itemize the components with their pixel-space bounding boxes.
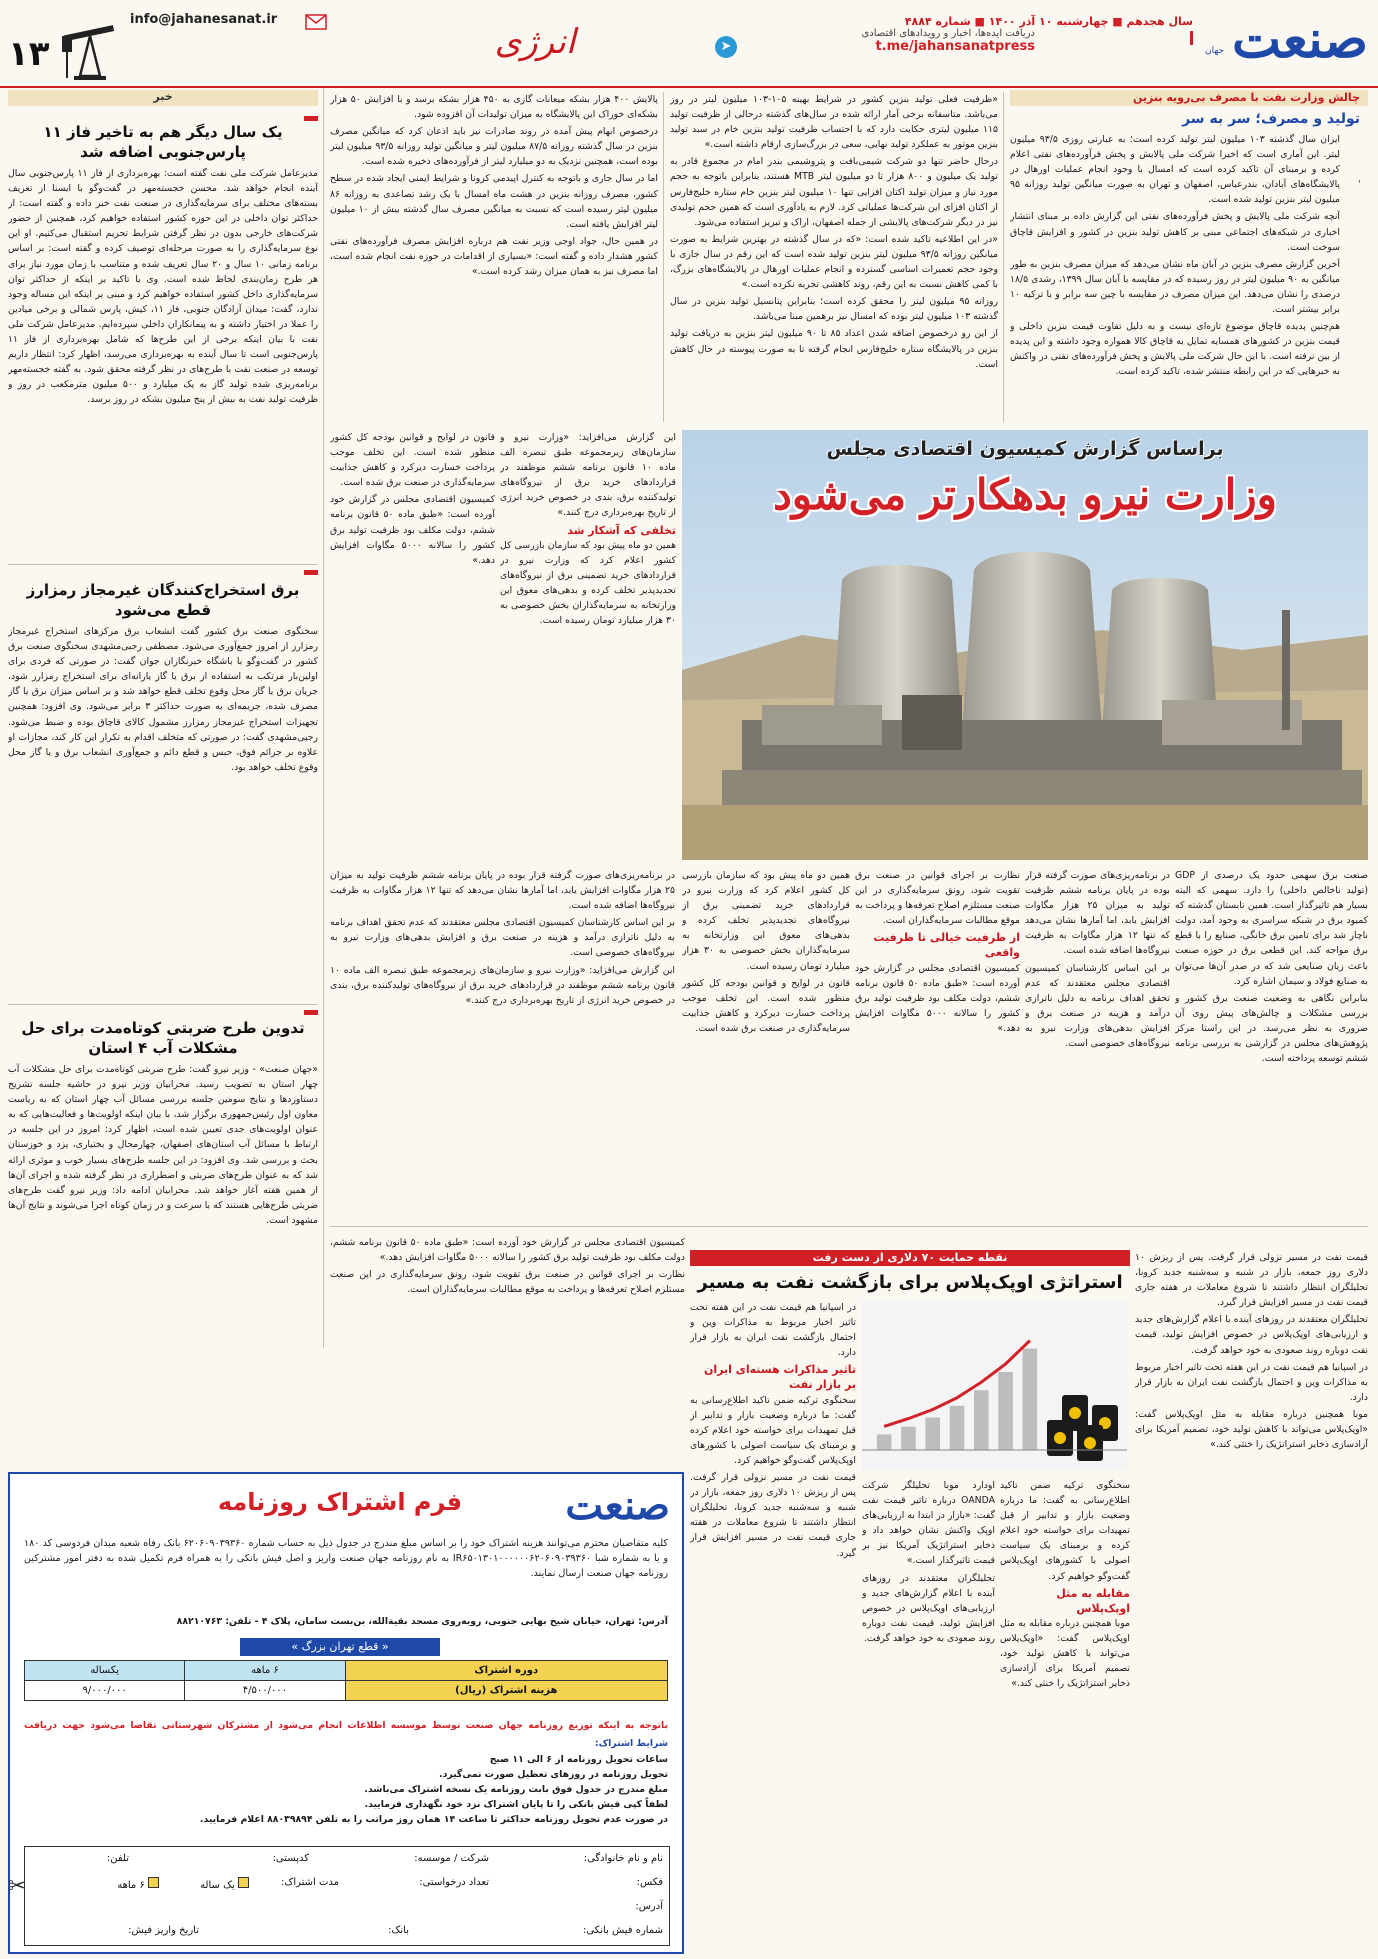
feature-title: وزارت نیرو بدهکارتر می‌شود xyxy=(773,470,1277,519)
logo-subtext: جهان xyxy=(1205,46,1225,56)
oil-barrel-icon xyxy=(1077,1425,1103,1461)
telegram-icon: ➤ xyxy=(715,36,737,58)
option-six-month: ۶ ماهه xyxy=(117,1880,145,1891)
column-rule xyxy=(1003,92,1004,422)
opec-title: استراتژی اوپک‌پلاس برای بازگشت نفت به مسیر xyxy=(697,1272,1123,1293)
side-article-title: برق استخراج‌کنندگان غیرمجاز رمزارز قطع می‌شود xyxy=(26,581,300,619)
form-zone-label: « قطع تهران بزرگ » xyxy=(240,1638,440,1656)
contact-email[interactable]: info@jahanesanat.ir xyxy=(130,12,278,27)
form-title: فرم اشتراک روزنامه xyxy=(217,1488,463,1516)
feature-paragraph: قانون در لوایح و قوانین بودجه کل کشور منظور شده است. این تخلف موجب پرداخت خسارت دیرکرد و کاهش جذابیت سرمایه‌گذاری در صنعت برق شده است. xyxy=(682,977,850,1034)
issue-number: شماره ۴۸۸۴ xyxy=(904,15,971,28)
opec-paragraph: قیمت نفت در مسیر نزولی قرار گرفت. پس از ریزش ۱۰ دلاری روز جمعه، بازار در شنبه و سه‌شنبه جدید کرونا، تحلیلگران انتظار داشتند تا شروع معاملات در هفته جاری قیمت نفت در مسیر افزایش قرار گیرد. xyxy=(1135,1252,1368,1309)
field-receipt-number[interactable]: شماره فیش بانکی: xyxy=(582,1925,663,1936)
field-address[interactable]: آدرس: xyxy=(635,1901,663,1912)
opec-col-1 xyxy=(1135,1250,1368,1950)
feature-paragraph: در برنامه‌ریزی‌های صورت گرفته قرار بوده در پایان برنامه ششم ظرفیت تولید به میزان ۲۵ هزار مگاوات افزایش یابد، اما آمارها نشان می‌دهد که تنها ۱۲ هزار مگاوات به ظرفیت نیروگاه‌ها اضافه شده است. xyxy=(330,870,675,912)
feature-paragraph: همین دو ماه پیش بود که سازمان بازرسی کل کشور اعلام کرد که وزارت نیرو در قراردادهای خرید تضمینی برق از نیروگاه‌های تجدیدپذیر تخلف کرده و بدهی‌های معوق این وزارتخانه به سرمایه‌گذاران بخش خصوصی به ۳۰ هزار میلیارد تومان رسیده است. xyxy=(682,870,850,972)
field-bank[interactable]: بانک: xyxy=(388,1925,409,1936)
lead-paragraph: در همین حال، جواد اوجی وزیر نفت هم درباره افزایش مصرف فرآورده‌های نفتی کشور هشدار داده و گفته است: «بسیاری از اقدامات در حوزه نفت انجام شده است، اما مصرف نیز به همان میزان رشد کرده است.» xyxy=(330,235,658,278)
page-header xyxy=(0,0,1378,88)
side-rule xyxy=(8,564,318,565)
year-label: سال هجدهم xyxy=(1126,15,1193,28)
lead-paragraph: از این رو درخصوص اضافه شدن اعداد ۸۵ تا ۹۰ میلیون لیتر بنزین به دریافت تولید بنزین در پالایشگاه ستاره خلیج‌فارس انجام گرفته تا به صورت پیوسته در حال کاهش است. xyxy=(670,328,998,370)
field-phone[interactable]: تلفن: xyxy=(106,1853,129,1864)
feature-col-5 xyxy=(500,430,676,860)
form-intro: کلیه متقاضیان محترم می‌توانند هزینه اشتراک خود را بر اساس مبلغ مندرج در جدول ذیل به حساب شماره ۶۲۰۶۰۹۰۳۹۳۶۰ بانک رفاه شعبه میدان فردوسی کد ۱۸۰ و یا به شماره شبا IR۶۵۰۱۳۰۱۰۰۰۰۰۰۶۲۰۶۰۹۰۳۹۳۶۰ به نام روزنامه جهان صنعت واریز و اصل فیش بانکی را به همراه فرم تکمیل شده به دفتر امور مشترکین روزنامه جهان صنعت ارسال نمایند. xyxy=(24,1538,668,1580)
opec-paragraph: سخنگوی ترکیه ضمن تاکید اطلاع‌رسانی به گفت: ما درباره وضعیت بازار و تدابیر از قبل تمهیدات برای خواسته خود اعلام کرده و برمبنای یک سیاست اصولی با کشورهای اوپک‌پلاس گفت‌وگو خواهیم کرد. xyxy=(1000,1480,1130,1582)
chart-bar xyxy=(950,1406,965,1450)
subscription-form xyxy=(8,1472,684,1954)
feature-paragraph: بر این اساس کارشناسان کمیسیون اقتصادی مجلس معتقدند که عدم تحقق اهداف برنامه به دلیل ناترازی درآمد و هزینه در صنعت برق و افزایش بدهی‌های وزارت نیرو به نیروگاه‌های خصوصی است. xyxy=(1025,962,1170,1050)
logo-text: صنعت xyxy=(1232,9,1368,70)
feature-subhead: از ظرفیت خیالی تا ظرفیت واقعی xyxy=(873,931,1020,960)
six-month-label: ۶ ماهه xyxy=(185,1661,345,1681)
opec-paragraph: تحلیلگران معتقدند در روزهای آینده با اعلام گزارش‌های جدید و ارزیابی‌های اوپک‌پلاس در خصوص افزایش تولید، قیمت نفت دوباره روند صعودی به خود خواهد گرفت. xyxy=(1135,1314,1368,1356)
field-deposit-date[interactable]: تاریخ واریز فیش: xyxy=(128,1925,199,1936)
form-address: آدرس: تهران، خیابان شیخ بهایی جنوبی، روبه‌روی مسجد بقیة‌الله، بن‌بست سامان، پلاک ۴ - تلفن: ۸۸۲۱۰۷۶۳ xyxy=(176,1616,668,1627)
red-marker xyxy=(304,570,318,575)
lead-col-2 xyxy=(670,92,998,422)
one-year-price: ۹/۰۰۰/۰۰۰ xyxy=(25,1681,185,1701)
scissors-icon: ✂ xyxy=(8,1874,27,1899)
rule-item: لطفاً کپی فیش بانکی را تا پایان اشتراک نزد خود نگهداری فرمایید. xyxy=(364,1799,668,1811)
opec-paragraph: موبا همچنین درباره مقابله به مثل اوپک‌پلاس گفت: «اوپک‌پلاس می‌تواند با کاهش تولید خود، تصمیم آمریکا برای آزادسازی ذخایر استراتژیک را خنثی کند.» xyxy=(1000,1617,1130,1690)
side-tag: ـ xyxy=(1356,180,1366,183)
field-duration[interactable]: مدت اشتراک: xyxy=(281,1877,339,1888)
chart-bar xyxy=(1023,1349,1038,1450)
lead-paragraph: «در این اطلاعیه تاکید شده است: «که در سال گذشته در بهترین شرایط به صورت میانگین روزانه ۹۳/۵ میلیون لیتر بنزین تولید شده است که این رقم در سال جاری با وجود حجم تعمیرات اساسی گسترده و انجام عملیات اورهال در پالایشگاه‌های بزرگ، با کمی کاهش نسبت به این رقم، روند کاهشی تجربه نکرده است.» xyxy=(670,233,998,291)
field-postal[interactable]: کدپستی: xyxy=(272,1853,309,1864)
side-kicker: خبر xyxy=(153,90,173,103)
side-article-body: «جهان صنعت» - وزیر نیرو گفت: طرح ضربتی کوتاه‌مدت برای حل مشکلات آب چهار استان به تصویب رسید. محرابیان وزیر نیرو در حاشیه جلسه تشریح دستاوردها و نتایج سومین جلسه بررسی مسائل آب چهار استان که به ریاست معاون اول رئیس‌جمهوری برگزار شد، با بیان اینکه اولویت‌ها و فعالیت‌هایی که به عنوان اولویت‌های جدی تعیین شده است، اظهار کرد: امروز در این جلسه در ارتباط با مسائل آب استان‌های اصفهان، چهارمحال و بختیاری، یزد و خوزستان بحث و بررسی شد. وی افزود: در این جلسه طرح‌های بسیار خوب و موثری ارائه شد که به عنوان طرح‌های ضربتی و اضطراری در نظر گرفته شده و اجرای آن‌ها از همین هفته آغاز خواهد شد. محرابیان ادامه داد: وزیر نیرو گفت طرح‌های ضربتی طرح‌هایی هستند که با سرعت و در زمان کوتاه اجرا می‌شوند و نتایج آن‌ها مشهود است. xyxy=(8,1064,318,1226)
lead-paragraph: ایران سال گذشته ۱۰۳ میلیون لیتر تولید کرده است؛ به عبارتی روزی ۹۳/۵ میلیون لیتر. این آماری است که اخیرا شرکت ملی پالایش و پخش فرآورده‌های نفتی اعلام کرده و برمبنای آن تاکید کرده است که امسال با وجود انجام عملیات اورهال در پالایشگاه‌های آبادان، بندرعباس، اصفهان و تهران به صورت میانگین تولید روزانه ۹۵ میلیون لیتر بنزین تولید شده است. xyxy=(1010,134,1340,206)
checkbox-yearly[interactable] xyxy=(200,1877,249,1891)
one-year-label: یکساله xyxy=(25,1661,185,1681)
field-fax[interactable]: فکس: xyxy=(636,1877,663,1888)
opec-paragraph: موبا همچنین درباره مقابله به مثل اوپک‌پلاس گفت: «اوپک‌پلاس می‌تواند با کاهش تولید خود، تصمیم آمریکا برای آزادسازی ذخایر استراتژیک را خنثی کند.» xyxy=(1135,1408,1368,1451)
opec-col-2 xyxy=(1000,1478,1130,1948)
opec-kicker-bar xyxy=(690,1250,1130,1266)
feature-paragraph: همین دو ماه پیش بود که سازمان بازرسی کل کشور اعلام کرد که وزارت نیرو در قراردادهای خرید تضمینی برق از نیروگاه‌های تجدیدپذیر تخلف کرده و بدهی‌های معوق این وزارتخانه به سرمایه‌گذاران بخش خصوصی به ۳۰ هزار میلیارد تومان رسیده است. xyxy=(500,539,676,627)
side-article-title: یک سال دیگر هم به تاخیر فاز ۱۱ پارس‌جنوبی اضافه شد xyxy=(43,123,283,161)
field-company[interactable]: شرکت / موسسه: xyxy=(414,1853,489,1864)
feature-tail xyxy=(330,1235,685,1355)
red-marker xyxy=(304,116,318,121)
oil-barrel-chart xyxy=(862,1300,1127,1470)
section-rule xyxy=(330,1226,1368,1227)
column-rule xyxy=(663,92,664,422)
chart-bar xyxy=(974,1390,989,1450)
feature-paragraph: نظارت بر اجرای قوانین در صنعت برق تقویت شود، رونق سرمایه‌گذاری در این صنعت مستلزم اصلاح تعرفه‌ها و پرداخت به موقع مطالبات سرمایه‌گذاران است. xyxy=(855,870,1020,927)
field-name[interactable]: نام و نام خانوادگی: xyxy=(583,1853,663,1864)
feature-col-6 xyxy=(330,430,495,860)
lead-paragraph: هم‌چنین پدیده قاچاق موضوع تازه‌ای نیست و به دلیل تفاوت قیمت بنزین داخلی و قیمت بنزین در کشورهای همسایه تمایل به قاچاق کالا همواره وجود داشته و این پدیده از بین نرفته است. با این حال شرکت ملی پالایش و پخش فرآورده‌های نفتی در واکنش به خبرهایی که در این رابطه منتشر شده، تاکید کرده است. xyxy=(1010,321,1340,378)
option-yearly: یک ساله xyxy=(200,1880,235,1891)
feature-paragraph: قانون در لوایح و قوانین بودجه کل کشور منظور شده است. این تخلف موجب پرداخت خسارت دیرکرد و کاهش جذابیت سرمایه‌گذاری در صنعت برق شده است. xyxy=(330,432,495,489)
field-quantity[interactable]: تعداد درخواستی: xyxy=(419,1877,489,1888)
feature-paragraph: بنابراین نگاهی به وضعیت صنعت برق کشور و بررسی مشکلات و چالش‌های پیش روی آن ضروری به نظر می‌رسد. در این راستا مرکز پژوهش‌های مجلس در گزارشی به بررسی برنامه ششم توسعه پرداخته است. xyxy=(1175,992,1368,1065)
feature-paragraph: صنعت برق سهمی حدود یک درصدی از GDP (تولید ناخالص داخلی) را دارد. سهمی که البته بسیار هم تاثیرگذار است. همین تابستان گذشته که کمبود برق در شبکه سراسری به وجود آمد، دولت ناچار شد برای تامین برق خانگی، صنایع را با قطع برق مواجه کند. این قطعی برق در حوزه صنعت باعث زیان صنایعی شد که در صدر آن‌ها می‌توان به صنایع فولاد و سیمان اشاره کرد. xyxy=(1175,870,1368,987)
column-rule xyxy=(323,88,324,1348)
feature-subhead: تخلفی که آشکار شد xyxy=(567,523,676,537)
opec-paragraph: اودارد موبا تحلیلگر شرکت OANDA درباره تاثیر قیمت نفت گفت: «بازار در ابتدا به ارزیابی‌های اوپک واکنش نشان خواهد داد و ذخایر استراتژیک آمریکا نیز بر قیمت تاثیرگذار است.» xyxy=(862,1480,995,1567)
lead-paragraph: درحال حاضر تنها دو شرکت شیمی‌بافت و پتروشیمی بندر امام در مجموع قادر به تولید یک میلیون و ۸۰۰ هزار تا دو میلیون لیتر MTB هستند، بنابراین باتوجه به حجم مورد نیاز و میزان تولید اکتان افزایی تنها ۱۰ میلیون لیتر بنزین خام ستاره خلیج‌فارس از اکتان افزای این شرکت‌ها عملیاتی کرد. لازم به یادآوری است که همین حجم تولیدی نیز در دیگر شرکت‌های پالایشی از جمله اصفهان، اراک و تبریز استفاده می‌شود. xyxy=(670,156,998,228)
opec-subhead: مقابله به مثل اوپک‌پلاس xyxy=(1056,1586,1130,1615)
opec-kicker: نقطه حمایت ۷۰ دلاری از دست رفت xyxy=(812,1251,1008,1264)
power-plant-photo xyxy=(682,430,1368,860)
lead-paragraph: اما در سال جاری و باتوجه به کنترل اپیدمی کرونا و شرایط ایمنی ایجاد شده در سطح کشور، مصرف روزانه بنزین در هشت ماه امسال با یک رشد تصاعدی به روزانه ۸۶ میلیون لیتر رسیده است که نسبت به میانگین مصرف سال گذشته بیش از ۱۰ میلیون لیتر افزایش یافته است. xyxy=(330,173,658,230)
section-title: انرژی xyxy=(494,22,576,62)
lead-paragraph: «ظرفیت فعلی تولید بنزین کشور در شرایط بهینه ۱۰۵-۱۰۳ میلیون لیتر در روز می‌باشد. متاسفانه برخی آمار ارائه شده در سال‌های گذشته درحالی از ظرفیت تولید ۱۱۵ میلیون لیتری حکایت دارد که با احتساب ظرفیت تولید بنزین خام در سبد تولید بنزین موتور به عملکرد تولید نهایی، سعی در بزرگ‌سازی ارقام داشته است.» xyxy=(670,94,998,151)
feature-paragraph: کمیسیون اقتصادی مجلس در گزارش خود آورده است: «طبق ماده ۵۰ قانون برنامه ششم، دولت مکلف بود ظرفیت تولید برق کشور را سالانه ۵۰۰۰ مگاوات افزایش دهد.» xyxy=(330,1237,685,1264)
lead-paragraph: درخصوص ابهام پیش آمده در روند صادرات نیز باید اذعان کرد که میانگین مصرف بنزین در سال گذشته روزانه ۸۷/۵ میلیون لیتر و میانگین تولید روزانه ۹۳/۵ میلیون لیتر بوده است، همچنین نزدیک به دو میلیارد لیتر از فرآورده‌های ذخیره شده است. xyxy=(330,126,658,168)
opec-col-4 xyxy=(690,1300,856,1950)
lead-kicker-bar xyxy=(1010,90,1368,106)
oil-pumpjack-icon xyxy=(60,16,120,82)
lead-paragraph: آخرین گزارش مصرف بنزین در آبان ماه نشان می‌دهد که میزان مصرف بنزین به طور میانگین به ۹۰ میلیون لیتر در روز رسیده که در مقایسه با آبان سال ۱۳۹۹، رشدی ۱۸/۵ درصدی را نشان می‌دهد. این میزان مصرف در مقایسه با چین سه برابر و با ترکیه ۱۰ برابر بیشتر است. xyxy=(1010,258,1340,316)
feature-paragraph: بر این اساس کارشناسان کمیسیون اقتصادی مجلس معتقدند که عدم تحقق اهداف برنامه به دلیل ناترازی درآمد و هزینه در صنعت برق و افزایش بدهی‌های وزارت نیرو به نیروگاه‌های خصوصی است. xyxy=(330,917,675,959)
opec-paragraph: تحلیلگران معتقدند در روزهای آینده با اعلام گزارش‌های جدید و ارزیابی‌های اوپک‌پلاس در خصوص افزایش تولید، قیمت نفت دوباره روند صعودی به خود خواهد گرفت. xyxy=(862,1572,995,1644)
lead-paragraph: روزانه ۹۵ میلیون لیتر را محقق کرده است؛ بنابراین پتانسیل تولید بنزین در سال گذشته ۱۰۳ میلیون لیتر بوده که امسال نیز برهمین مبنا می‌باشد. xyxy=(670,296,998,323)
lead-title: تولید و مصرف؛ سر به سر xyxy=(1182,111,1360,127)
header-rule xyxy=(0,86,1378,88)
lead-col-1 xyxy=(1010,132,1340,422)
form-fields[interactable] xyxy=(24,1846,670,1946)
side-kicker-bar xyxy=(8,90,318,106)
lead-col-3 xyxy=(330,92,658,422)
opec-paragraph: در اسپانیا هم قیمت نفت در این هفته تحت تاثیر اخبار مربوط به مذاکرات وین و احتمال بازگشت نفت ایران به بازار قرار دارد. xyxy=(1135,1361,1368,1403)
feature-paragraph: این گزارش می‌افزاید: «وزارت نیرو و سازمان‌های زیرمجموعه طبق تبصره الف ماده ۱۰ قانون برنامه ششم موظفند در قراردادهای خرید برق از نیروگاه‌های تولیدکننده برق، بندی در خصوص خرید انرژی از تاریخ بهره‌برداری درج کنند.» xyxy=(500,432,676,519)
opec-paragraph: قیمت نفت در مسیر نزولی قرار گرفت. پس از ریزش ۱۰ دلاری روز جمعه، بازار در شنبه و سه‌شنبه جدید کرونا، تحلیلگران انتظار داشتند تا شروع معاملات در هفته جاری قیمت نفت در مسیر افزایش قرار گیرد. xyxy=(690,1472,856,1559)
opec-paragraph: سخنگوی ترکیه ضمن تاکید اطلاع‌رسانی به گفت: ما درباره وضعیت بازار و تدابیر از قبل تمهیدات برای خواسته خود اعلام کرده و برمبنای یک سیاست اصولی با کشورهای اوپک‌پلاس گفت‌وگو خواهیم کرد. xyxy=(690,1394,856,1466)
feature-paragraph: نظارت بر اجرای قوانین در صنعت برق تقویت شود، رونق سرمایه‌گذاری در این صنعت مستلزم اصلاح تعرفه‌ها و پرداخت به موقع مطالبات سرمایه‌گذاران است. xyxy=(330,1269,685,1296)
chart-bar xyxy=(998,1372,1013,1450)
feature-paragraph: کمیسیون اقتصادی مجلس در گزارش خود آورده است: «طبق ماده ۵۰ قانون برنامه ششم، دولت مکلف بود ظرفیت تولید برق کشور را سالانه ۵۰۰۰ مگاوات افزایش دهد.» xyxy=(855,962,1020,1034)
feature-paragraph: کمیسیون اقتصادی مجلس در گزارش خود آورده است: «طبق ماده ۵۰ قانون برنامه ششم، دولت مکلف بود ظرفیت تولید برق کشور را سالانه ۵۰۰۰ مگاوات افزایش دهد.» xyxy=(330,494,495,566)
telegram-link[interactable]: t.me/jahansanatpress xyxy=(875,39,1035,54)
telegram-promo[interactable] xyxy=(720,28,1035,54)
feature-kicker: براساس گزارش کمیسیون اقتصادی مجلس xyxy=(826,438,1224,460)
rule-item: مبلغ مندرج در جدول فوق بابت روزنامه یک نسخه اشتراک می‌باشد. xyxy=(364,1784,668,1796)
lead-paragraph: پالایش ۴۰۰ هزار بشکه میعانات گازی به ۴۵۰ هزار بشکه برسد و با افزایش ۵۰ هزار بشکه‌ای خوراک این پالایشگاه به میزان تولیدات آن افزوده شود. xyxy=(330,94,658,121)
rule-item: ساعات تحویل روزنامه از ۶ الی ۱۱ صبح xyxy=(489,1754,668,1765)
feature-paragraph: این گزارش می‌افزاید: «وزارت نیرو و سازمان‌های زیرمجموعه طبق تبصره الف ماده ۱۰ قانون برنامه ششم موظفند در قراردادهای خرید برق از نیروگاه‌های تولیدکننده برق، بندی در خصوص خرید انرژی از تاریخ بهره‌برداری درج کنند.» xyxy=(330,964,675,1006)
form-note: باتوجه به اینکه توزیع روزنامه جهان صنعت توسط موسسه اطلاعات انجام می‌شود از مشترکان شهرستانی تقاضا می‌شود جهت دریافت xyxy=(24,1720,668,1731)
opec-col-3 xyxy=(862,1478,995,1948)
rules-list xyxy=(24,1752,668,1842)
price-table xyxy=(24,1660,668,1701)
rule-item: تحویل روزنامه در روزهای تعطیل صورت نمی‌گیرد. xyxy=(439,1769,668,1781)
feature-paragraph: در برنامه‌ریزی‌های صورت گرفته قرار بوده در پایان برنامه ششم ظرفیت تولید به میزان ۲۵ هزار مگاوات افزایش یابد، اما آمارها نشان می‌دهد که تنها ۱۲ هزار مگاوات به ظرفیت نیروگاه‌ها اضافه شده است. xyxy=(1025,870,1170,957)
lead-paragraph: آنچه شرکت ملی پالایش و پخش فرآورده‌های نفتی این گزارش داده بر مبنای انتشار اخباری در شبکه‌های اجتماعی مبنی بر کاهش تولید بنزین در کشور و افزایش قاچاق سوخت است. xyxy=(1010,211,1340,253)
rule-item: در صورت عدم تحویل روزنامه حداکثر تا ساعت ۱۴ همان روز مراتب را به تلفن ۸۸۰۳۹۸۹۴ اعلام فرمایید. xyxy=(199,1814,668,1826)
lead-kicker: چالش وزارت نفت با مصرف بی‌رویه بنزین xyxy=(1133,91,1360,104)
checkbox-six-month[interactable] xyxy=(117,1877,159,1891)
side-article-title: تدوین طرح ضربتی کوتاه‌مدت برای حل مشکلات آب ۴ استان xyxy=(21,1019,305,1057)
side-article-body: مدیرعامل شرکت ملی نفت گفته است: بهره‌برداری از فاز ۱۱ پارس‌جنوبی سال آینده انجام خواهد شد. محسن خجسته‌مهر در گفت‌وگو با ایسنا از تعریف بسته‌های مختلف برای سرمایه‌گذاری در صنعت نفت خبر داده و گفته است: از حداکثر توان داخلی در این حوزه کشور استفاده خواهیم کرد، همچنین از حضور شرکت‌های خارجی بدون در نظر گرفتن شرایط تحریم استقبال می‌کنیم. او این نوع سرمایه‌گذاری را به صورت مرحله‌ای توصیف کرده و گفته است: بر اساس برنامه زمانی ۱۰ سال و ۲۰ سال تعریف شده و متناسب با زمان مورد نیاز برای هر طرح زمان‌بندی لحاظ شده است. وی با تاکید بر اینکه از حداکثر توان سرمایه‌گذاری داخل کشور استفاده خواهیم کرد و مبنی بر اینکه این مساله وجود ندارد، گفت: میدان آزادگان جنوبی، فاز ۱۱، کیش، پارس شمالی و برخی میادین را عملا در اختیار داشته و به پیمانکاران داخلی سپرده‌ایم. مدیرعامل شرکت ملی نفت با بیان اینکه برخی از این طرح‌ها که شامل بهره‌برداری از فاز ۱۱ پارس‌جنوبی است تا سال آینده به بهره‌برداری می‌رسد، اظهار کرد: انتظار داریم توسعه در صنعت نفت با طرح‌های در نظر گرفته محقق شود. به گفته خجسته‌مهر برنامه‌ریزی شده تولید گاز به یک میلیارد و ۵۰۰ میلیون مترمکعب در روز و ظرفیت تولید نفت به بیش از پنج میلیون بشکه در روز برسد. xyxy=(8,168,318,406)
oil-barrel-icon xyxy=(1047,1420,1073,1456)
opec-paragraph: در اسپانیا هم قیمت نفت در این هفته تحت تاثیر اخبار مربوط به مذاکرات وین و احتمال بازگشت نفت ایران به بازار قرار دارد. xyxy=(690,1302,856,1359)
col-cost: هزینه اشتراک (ریال) xyxy=(345,1681,667,1701)
side-article-body: سخنگوی صنعت برق کشور گفت انشعاب برق مرکزهای استخراج غیرمجاز رمزارز از امروز جمع‌آوری می‌شود. مصطفی رجبی‌مشهدی سخنگوی صنعت برق کشور در گفت‌وگو با باشگاه خبرنگاران جوان گفت: در صورتی که فردی برای اولین‌بار مرتکب به استفاده از برق یا گاز یارانه‌ای برای استخراج رمزارز شود، جریان برق یا گاز محل وقوع تخلف قطع خواهد شد و بر اساس میزان برق یا گاز مصرف شده، جریمه‌ای به صورت حداکثر ۳ برابر می‌شود. وی افزود: همچنین تجهیزات استخراج غیرمجاز رمزارز مشمول کالای قاچاق بوده و ضبط می‌شود. رجبی‌مشهدی گفت: در صورتی که متخلف اقدام به تکرار این کار کند، مجازات او علاوه بر جرائم فوق، حبس و قطع دائم و جمع‌آوری انشعاب برق و یا گاز محل وقوع تخلف خواهد بود. xyxy=(8,626,318,773)
side-rule xyxy=(8,1004,318,1005)
six-month-price: ۴/۵۰۰/۰۰۰ xyxy=(185,1681,345,1701)
email-icon xyxy=(305,12,327,30)
chart-bar xyxy=(901,1427,916,1450)
chart-bar xyxy=(925,1418,940,1451)
opec-subhead: تاثیر مذاکرات هسته‌ای ایران بر بازار نفت xyxy=(704,1363,856,1392)
form-logo: صنعت xyxy=(565,1482,670,1529)
newspaper-logo xyxy=(1203,10,1368,76)
chart-bar xyxy=(877,1434,892,1450)
header-divider xyxy=(1190,31,1193,45)
feature-col-7 xyxy=(330,868,675,1218)
telegram-caption: دریافت ایده‌ها، اخبار و رویدادهای اقتصادی xyxy=(861,28,1035,39)
col-period: دوره اشتراک xyxy=(345,1661,667,1681)
page-number: ۱۳ xyxy=(8,34,50,74)
red-marker xyxy=(304,1010,318,1015)
issue-meta: سال هجدهم ■ چهارشنبه ۱۰ آذر ۱۴۰۰ ■ شماره ۴۸۸۴ xyxy=(904,15,1193,28)
date-label: چهارشنبه ۱۰ آذر ۱۴۰۰ xyxy=(988,15,1109,28)
rules-title: شرایط اشتراک: xyxy=(594,1738,668,1749)
